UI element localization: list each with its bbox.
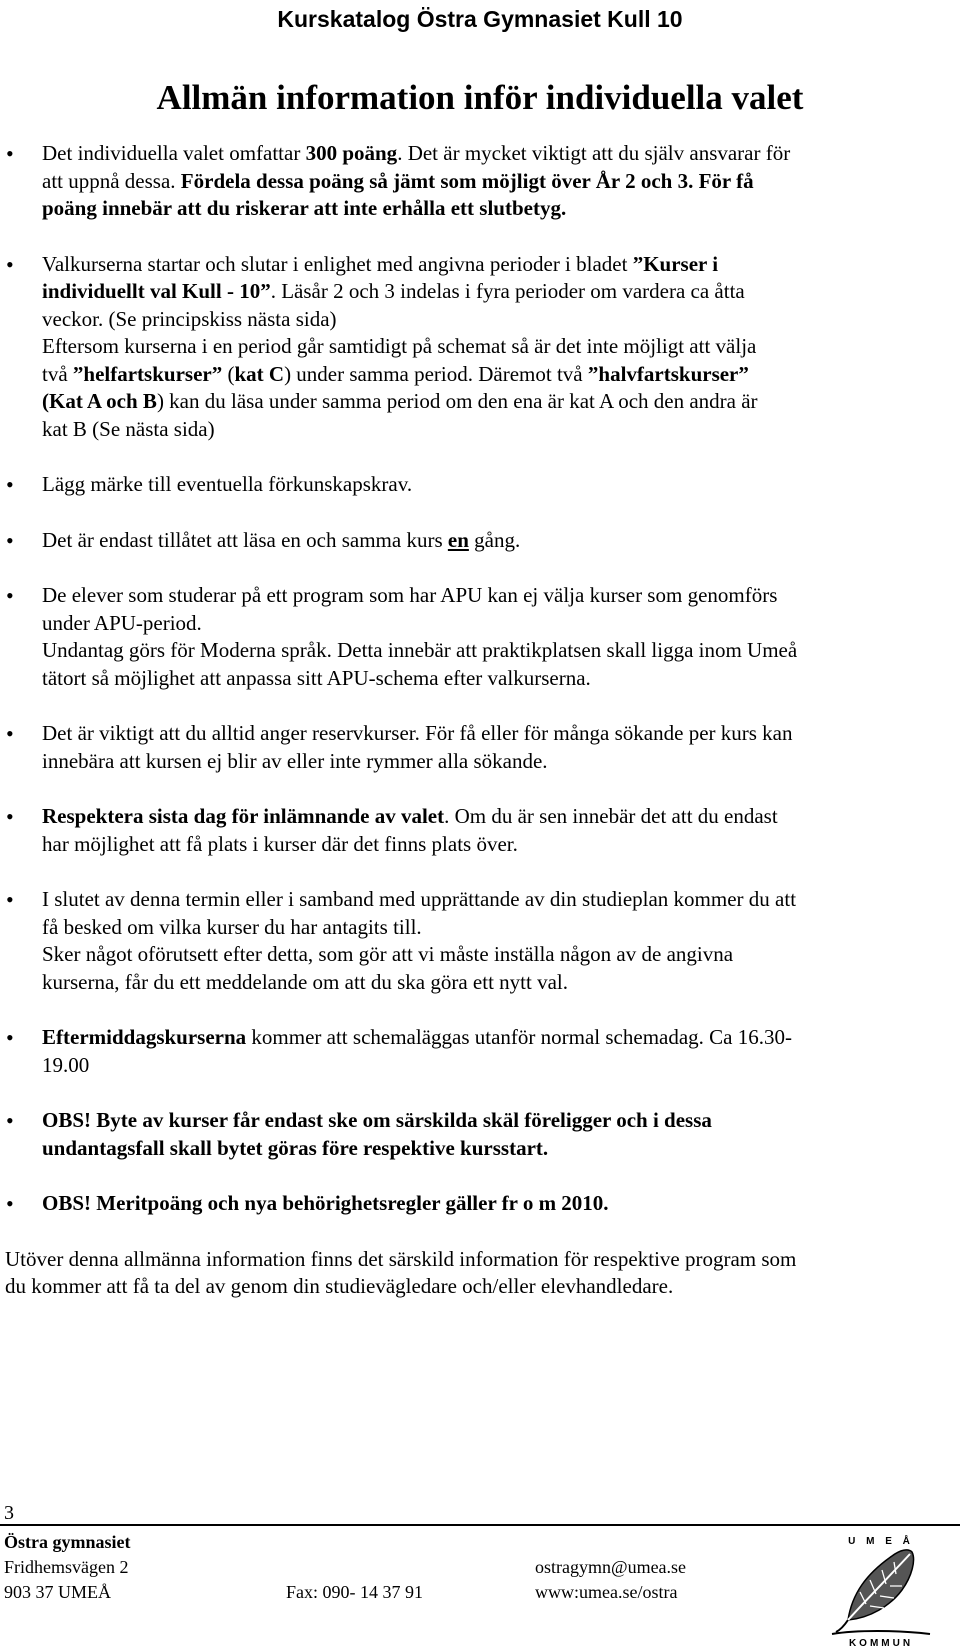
page-number: 3 xyxy=(4,1502,14,1524)
text-run: innebära att kursen ej blir av eller inte rymmer alla sökande. xyxy=(42,748,548,773)
page-title: Allmän information inför individuella valet xyxy=(156,78,804,117)
footer-divider xyxy=(0,1524,960,1526)
text-run: OBS! Meritpoäng och nya behörighetsregler gäller fr o m 2010. xyxy=(42,1191,609,1215)
text-run: Undantag görs för Moderna språk. Detta innebär att praktikplatsen skall ligga inom Umeå xyxy=(42,638,798,662)
info-list-item xyxy=(0,582,948,692)
item-line xyxy=(42,527,948,555)
item-line xyxy=(42,333,948,361)
footer-web[interactable]: www:umea.se/ostra xyxy=(535,1582,678,1602)
closing-line: Utöver denna allmänna information finns det särskild information för respektive program som xyxy=(5,1246,797,1271)
item-line xyxy=(42,388,948,416)
text-run: Lägg märke till eventuella förkunskapskrav. xyxy=(42,472,413,496)
text-run: . Det är mycket viktigt att du själv ansvarar för xyxy=(397,141,791,165)
text-run: tätort så möjlighet att anpassa sitt APU-schema efter valkurserna. xyxy=(42,665,591,690)
item-line xyxy=(42,1190,948,1218)
text-run: Det individuella valet omfattar xyxy=(42,141,306,165)
text-run: Det är endast tillåtet att läsa en och samma kurs xyxy=(42,527,448,552)
info-list-item xyxy=(0,140,948,223)
text-run: har möjlighet att få plats i kurser där det finns plats över. xyxy=(42,831,518,856)
item-line xyxy=(42,416,948,444)
text-run: ”Kurser i xyxy=(632,251,719,276)
bullet-icon: • xyxy=(6,887,14,912)
text-run: ”halvfartskurser” xyxy=(587,361,749,386)
footer-postal: 903 37 UMEÅ xyxy=(4,1582,111,1602)
text-run: ”helfartskurser” xyxy=(72,361,223,386)
info-list-item xyxy=(0,527,948,555)
item-line xyxy=(42,278,948,306)
text-run: Eftersom kurserna i en period går samtidigt på schemat så är det inte möjligt att välja xyxy=(42,334,757,358)
text-run: Respektera sista dag för inlämnande av valet xyxy=(42,804,445,828)
birch-leaf-icon xyxy=(832,1550,930,1634)
item-line xyxy=(42,251,948,279)
text-run: 19.00 xyxy=(42,1052,90,1077)
text-run: kommer att schemaläggas utanför normal schemadag. Ca 16.30- xyxy=(246,1025,792,1049)
item-line xyxy=(42,1024,948,1052)
item-line xyxy=(42,610,948,638)
umea-kommun-logo xyxy=(826,1534,936,1648)
text-run: OBS! Byte av kurser får endast ske om särskilda skäl föreligger och i dessa xyxy=(42,1108,712,1132)
footer-fax: Fax: 090- 14 37 91 xyxy=(286,1582,423,1602)
text-run: att uppnå dessa. xyxy=(42,168,181,193)
text-run: Sker något oförutsett efter detta, som gör att vi måste inställa någon av de angivna xyxy=(42,942,734,966)
text-run: en xyxy=(447,527,469,552)
item-line xyxy=(42,969,948,997)
item-line xyxy=(42,720,948,748)
item-line xyxy=(42,1107,948,1135)
text-run: Fördela dessa poäng så jämt som möjligt över År 2 och 3. För få xyxy=(180,168,754,193)
bullet-icon: • xyxy=(6,721,14,746)
bullet-icon: • xyxy=(6,1191,14,1216)
item-line xyxy=(42,582,948,610)
item-line xyxy=(42,637,948,665)
text-run: få besked om vilka kurser du har antagits till. xyxy=(42,914,422,939)
text-run: . Läsår 2 och 3 indelas i fyra perioder om vardera ca åtta xyxy=(270,279,745,303)
bullet-icon: • xyxy=(6,141,14,166)
info-list-item xyxy=(0,803,948,858)
footer xyxy=(0,1530,960,1650)
text-run: Eftermiddagskurserna xyxy=(42,1025,247,1049)
bullet-icon: • xyxy=(6,804,14,829)
logo-bottom-text: KOMMUN xyxy=(848,1638,914,1648)
item-line xyxy=(42,1135,948,1163)
text-run: ( xyxy=(222,361,235,386)
item-line xyxy=(42,886,948,914)
item-line xyxy=(42,914,948,942)
item-line xyxy=(42,471,948,499)
text-run: gång. xyxy=(468,527,521,552)
content xyxy=(0,140,948,1301)
text-run: ) under samma period. Däremot två xyxy=(284,361,588,386)
info-list-item xyxy=(0,471,948,499)
item-line xyxy=(42,140,948,168)
logo-top-text: U M E Å xyxy=(848,1536,914,1547)
text-run: I slutet av denna termin eller i samband med upprättande av din studieplan kommer du att xyxy=(42,887,797,911)
text-run: under APU-period. xyxy=(42,610,202,635)
bullet-icon: • xyxy=(6,251,14,277)
document-header: Kurskatalog Östra Gymnasiet Kull 10 xyxy=(277,6,683,32)
item-line xyxy=(42,361,948,389)
item-line xyxy=(42,941,948,969)
footer-email[interactable]: ostragymn@umea.se xyxy=(535,1557,687,1577)
text-run: . Om du är sen innebär det att du endast xyxy=(444,804,778,828)
info-list-item xyxy=(0,251,948,444)
text-run: Det är viktigt att du alltid anger reservkurser. För få eller för många sökande per kurs kan xyxy=(42,721,793,745)
text-run: poäng innebär att du riskerar att inte erhålla ett slutbetyg. xyxy=(42,196,567,220)
item-line xyxy=(42,665,948,693)
closing-paragraph xyxy=(0,1246,948,1301)
text-run: ) kan du läsa under samma period om den ena är kat A och den andra är xyxy=(156,389,758,413)
text-run: två xyxy=(42,361,73,386)
closing-line: du kommer att få ta del av genom din studievägledare och/eller elevhandledare. xyxy=(5,1274,674,1298)
footer-school-name: Östra gymnasiet xyxy=(4,1532,131,1552)
item-line xyxy=(42,168,948,196)
item-line xyxy=(42,748,948,776)
text-run: kurserna, får du ett meddelande om att du ska göra ett nytt val. xyxy=(42,969,568,994)
bullet-icon: • xyxy=(6,527,14,553)
info-list-item xyxy=(0,1190,948,1218)
item-line xyxy=(42,803,948,831)
bullet-icon: • xyxy=(6,472,14,497)
text-run: De elever som studerar på ett program som har APU kan ej välja kurser som genomförs xyxy=(42,583,778,607)
footer-street: Fridhemsvägen 2 xyxy=(4,1557,129,1577)
text-run: kat B (Se nästa sida) xyxy=(42,416,215,441)
item-line xyxy=(42,195,948,223)
bullet-icon: • xyxy=(6,1108,14,1133)
bullet-icon: • xyxy=(6,1025,14,1050)
info-list-item xyxy=(0,1024,948,1079)
text-run: individuellt val Kull - 10” xyxy=(42,279,271,303)
info-list-item xyxy=(0,720,948,775)
item-line xyxy=(42,306,948,334)
info-list xyxy=(0,140,948,1218)
info-list-item xyxy=(0,886,948,996)
bullet-icon: • xyxy=(6,583,14,608)
info-list-item xyxy=(0,1107,948,1162)
text-run: Valkurserna startar och slutar i enlighet med angivna perioder i bladet xyxy=(42,251,633,276)
text-run: veckor. (Se principskiss nästa sida) xyxy=(42,306,337,331)
item-line xyxy=(42,831,948,859)
text-run: undantagsfall skall bytet göras före respektive kursstart. xyxy=(42,1135,549,1160)
text-run: kat C xyxy=(234,361,285,386)
text-run: 300 poäng xyxy=(305,141,398,165)
item-line xyxy=(42,1052,948,1080)
text-run: (Kat A och B xyxy=(42,389,157,413)
